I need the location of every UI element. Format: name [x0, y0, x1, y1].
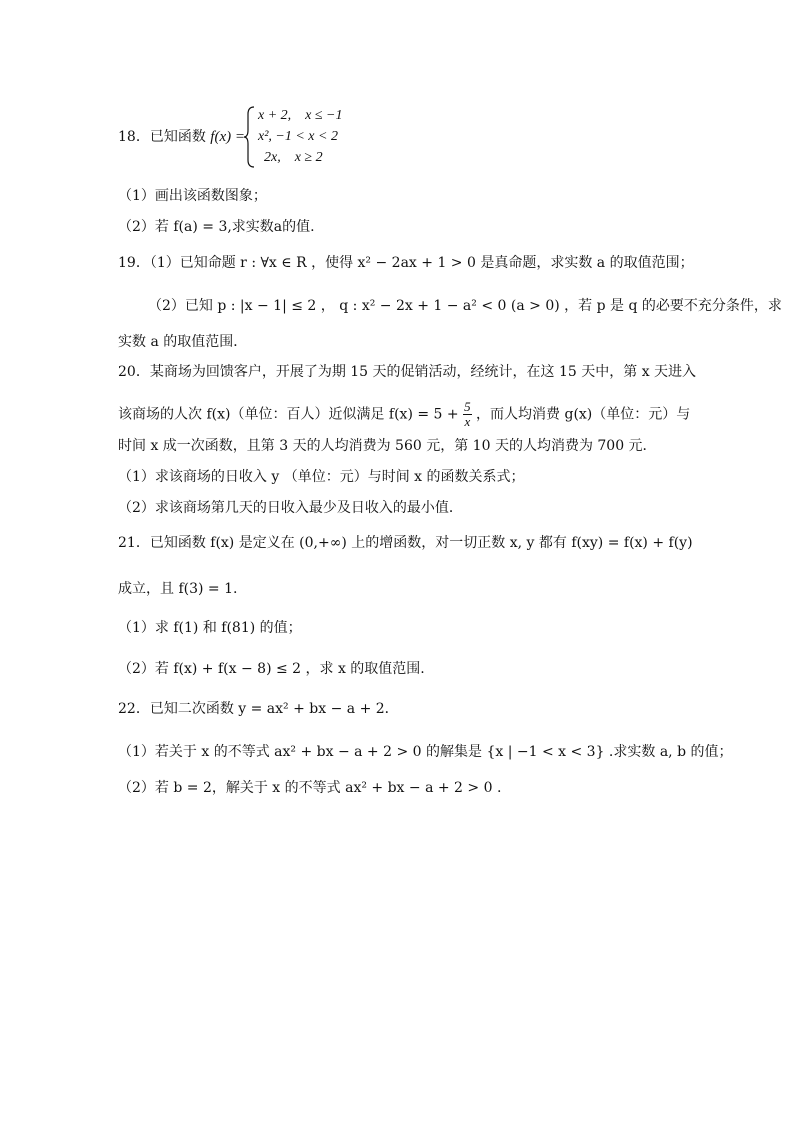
- fraction-denominator: x: [464, 414, 471, 429]
- problem-21-question-2: （2）若 f(x) + f(x − 8) ≤ 2 ，求 x 的取值范围.: [118, 661, 425, 677]
- problem-20-line-2: [118, 400, 690, 429]
- problem-21-line-2: 成立，且 f(3) = 1.: [118, 581, 238, 597]
- problem-18-lead: 18．已知函数: [118, 129, 206, 145]
- piecewise-brace-icon: [244, 106, 256, 168]
- fraction-numerator: 5: [464, 399, 471, 414]
- problem-18-function-name: f(x) =: [210, 129, 245, 145]
- problem-20-line-2-part-2: ，而人均消费 g(x)（单位：元）与: [476, 406, 691, 423]
- problem-20-line-3: 时间 x 成一次函数，且第 3 天的人均消费为 560 元，第 10 天的人均消费为 700 元．: [118, 438, 657, 454]
- fraction-5-over-x: [463, 400, 472, 429]
- problem-21-line-1: 21．已知函数 f(x) 是定义在 (0,+∞) 上的增函数，对一切正数 x, y 都有 f(xy) = f(x) + f(y): [118, 535, 693, 551]
- problem-18-question-2: （2）若 f(a) = 3,求实数a的值.: [118, 219, 315, 235]
- problem-18-question-1: （1）画出该函数图象；: [118, 188, 267, 204]
- problem-19-question-2-line-2: 实数 a 的取值范围．: [118, 334, 248, 350]
- problem-20-line-1: 20．某商场为回馈客户，开展了为期 15 天的促销活动，经统计，在这 15 天中，第 x 天进入: [118, 364, 697, 380]
- problem-18-case-3: 2x, x ≥ 2: [264, 150, 323, 165]
- problem-20-question-2: （2）求该商场第几天的日收入最少及日收入的最小值．: [118, 500, 463, 516]
- problem-22-question-1: （1）若关于 x 的不等式 ax² + bx − a + 2 > 0 的解集是 {x | −1 < x < 3} .求实数 a, b 的值；: [118, 744, 733, 760]
- problem-20-line-2-part-1: 该商场的人次 f(x)（单位：百人）近似满足 f(x) = 5 +: [118, 406, 459, 423]
- problem-21-question-1: （1）求 f(1) 和 f(81) 的值；: [118, 620, 302, 636]
- problem-18-statement: [118, 127, 245, 147]
- problem-19-question-2-line-1: （2）已知 p : |x − 1| ≤ 2 ， q : x² − 2x + 1 − a² < 0 (a > 0) ，若 p 是 q 的必要不充分条件，求: [148, 298, 782, 314]
- problem-19-question-1: 19．（1）已知命题 r : ∀x ∈ R ，使得 x² − 2ax + 1 > 0 是真命题，求实数 a 的取值范围；: [118, 255, 694, 271]
- problem-18-case-1: x + 2, x ≤ −1: [258, 108, 343, 123]
- problem-20-question-1: （1）求该商场的日收入 y （单位：元）与时间 x 的函数关系式；: [118, 469, 525, 485]
- problem-22-question-2: （2）若 b = 2，解关于 x 的不等式 ax² + bx − a + 2 > 0 .: [118, 780, 502, 796]
- problem-18-case-2: x², −1 < x < 2: [258, 129, 338, 144]
- problem-22-line-1: 22．已知二次函数 y = ax² + bx − a + 2．: [118, 701, 399, 717]
